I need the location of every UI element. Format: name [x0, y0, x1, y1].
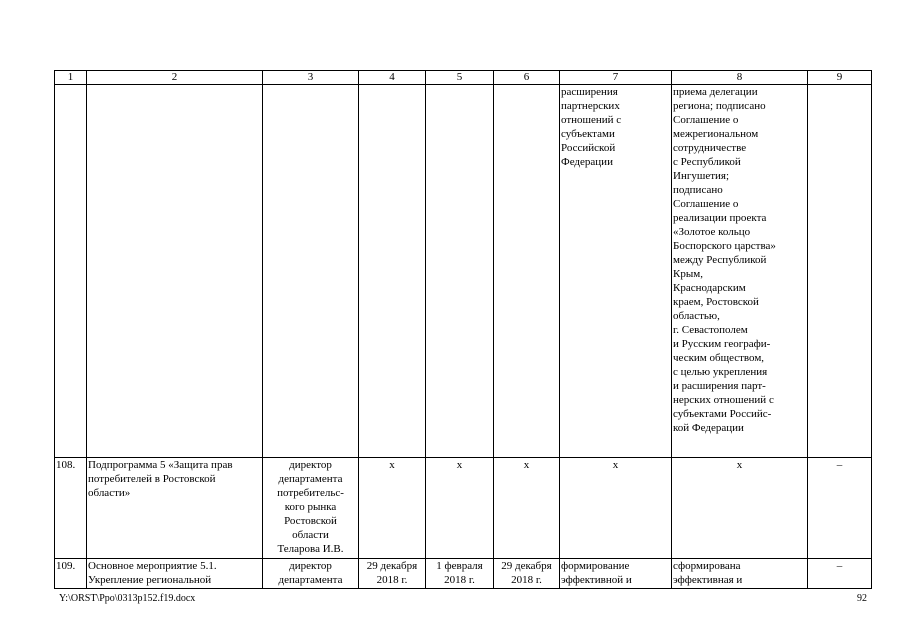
- cell-col4: 29 декабря 2018 г.: [359, 559, 426, 589]
- cell-number: 109.: [55, 559, 87, 589]
- footer-file-path: Y:\ORST\Ppo\0313p152.f19.docx: [59, 593, 196, 604]
- cell-col5: х: [426, 458, 494, 559]
- cell-expected-result: х: [560, 458, 672, 559]
- cell-name: Подпрограмма 5 «Защита прав потребителей в Ростовской области»: [87, 458, 263, 559]
- cell-col9: [808, 85, 872, 458]
- table-row: [55, 559, 872, 589]
- cell-number: 108.: [55, 458, 87, 559]
- cell-actual-result: приема делегации региона; подписано Соглашение о межрегиональном сотрудничестве с Республикой Ингушетия; подписано Соглашение о реализации проекта «Золотое кольцо Боспорского царства» между Республикой Крым, Краснодарским краем, Ростовской областью, г. Севастополем и Русским географи- ческим обществом, с целью укрепления и расширения парт- нерских отношений с субъектами Российс- кой Федерации: [672, 85, 808, 458]
- cell-name: Основное мероприятие 5.1. Укрепление региональной: [87, 559, 263, 589]
- cell-col4: [359, 85, 426, 458]
- cell-expected-result: формирование эффективной и: [560, 559, 672, 589]
- cell-responsible: директор департамента потребительс- кого рынка Ростовской области Теларова И.В.: [263, 458, 359, 559]
- cell-actual-result: сформирована эффективная и: [672, 559, 808, 589]
- table-row: [55, 85, 872, 458]
- col-header-2: 2: [87, 71, 263, 85]
- cell-col4: х: [359, 458, 426, 559]
- cell-col5: [426, 85, 494, 458]
- col-header-6: 6: [494, 71, 560, 85]
- header-row: [55, 71, 872, 85]
- col-header-3: 3: [263, 71, 359, 85]
- cell-responsible: [263, 85, 359, 458]
- col-header-5: 5: [426, 71, 494, 85]
- col-header-1: 1: [55, 71, 87, 85]
- cell-actual-result: х: [672, 458, 808, 559]
- document-table: [54, 70, 872, 589]
- cell-col9: –: [808, 559, 872, 589]
- cell-col6: 29 декабря 2018 г.: [494, 559, 560, 589]
- col-header-8: 8: [672, 71, 808, 85]
- cell-col6: х: [494, 458, 560, 559]
- cell-expected-result: расширения партнерских отношений с субъектами Российской Федерации: [560, 85, 672, 458]
- col-header-4: 4: [359, 71, 426, 85]
- cell-number: [55, 85, 87, 458]
- cell-name: [87, 85, 263, 458]
- cell-col5: 1 февраля 2018 г.: [426, 559, 494, 589]
- cell-responsible: директор департамента: [263, 559, 359, 589]
- cell-col9: –: [808, 458, 872, 559]
- col-header-9: 9: [808, 71, 872, 85]
- table-row: [55, 458, 872, 559]
- col-header-7: 7: [560, 71, 672, 85]
- cell-col6: [494, 85, 560, 458]
- footer-page-number: 92: [857, 593, 867, 604]
